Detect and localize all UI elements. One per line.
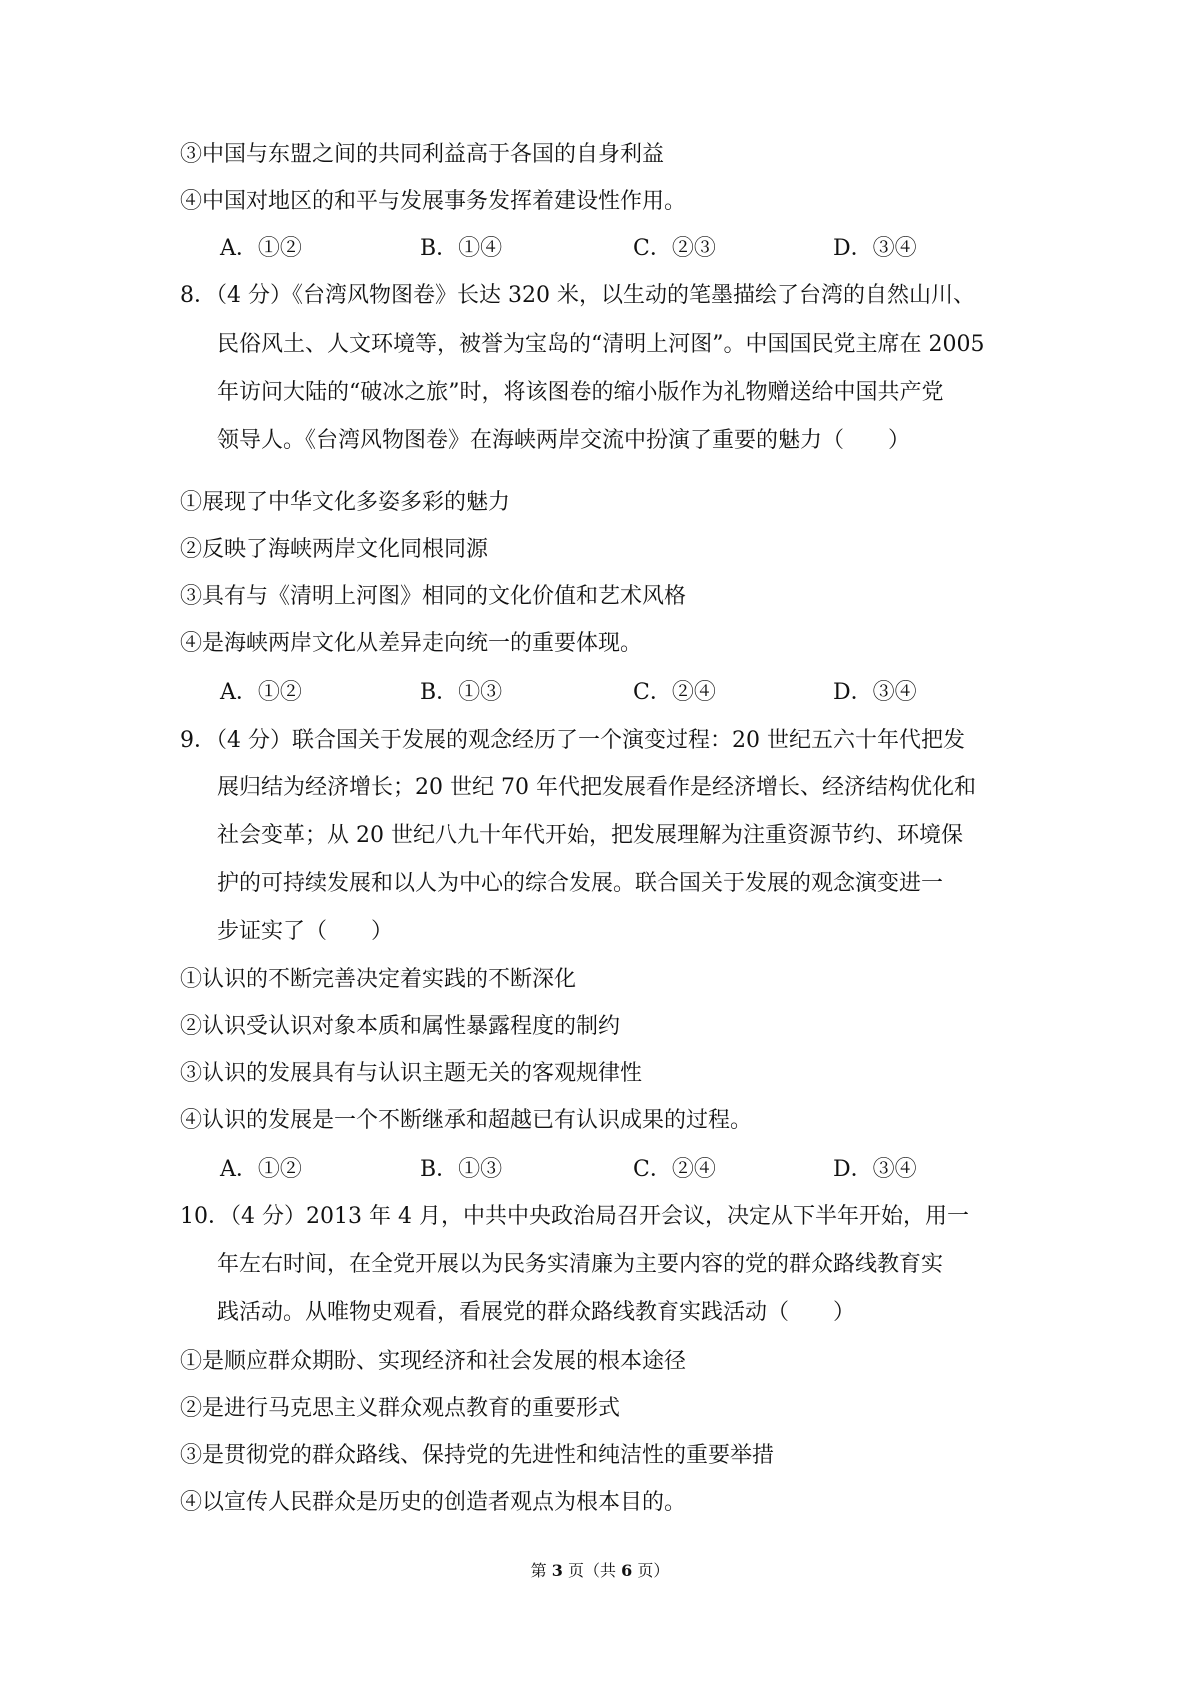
q9-stem-line-3: 社会变革；从 20 世纪八九十年代开始，把发展理解为注重资源节约、环境保 [217,823,963,848]
q9-options [220,1155,1020,1185]
q8-option-d: D．③④ [833,680,917,705]
q7-item-3: ③中国与东盟之间的共同利益高于各国的自身利益 [180,142,665,167]
q9-option-b: B．①③ [420,1157,503,1182]
q8-item-3: ③具有与《清明上河图》相同的文化价值和艺术风格 [180,584,687,609]
q10-stem-line-3: 践活动。从唯物史观看，看展党的群众路线教育实践活动（ ） [217,1300,856,1325]
q9-item-1: ①认识的不断完善决定着实践的不断深化 [180,967,577,992]
q8-stem-line-1: 8．（4 分）《台湾风物图卷》长达 320 米，以生动的笔墨描绘了台湾的自然山川、 [180,283,975,308]
q8-option-a: A．①② [220,680,302,705]
q10-item-2: ②是进行马克思主义群众观点教育的重要形式 [180,1396,621,1421]
q8-item-1: ①展现了中华文化多姿多彩的魅力 [180,490,511,515]
q8-option-c: C．②④ [633,680,716,705]
q10-stem-line-2: 年左右时间，在全党开展以为民务实清廉为主要内容的党的群众路线教育实 [217,1252,944,1277]
q9-item-3: ③认识的发展具有与认识主题无关的客观规律性 [180,1061,643,1086]
q8-item-4: ④是海峡两岸文化从差异走向统一的重要体现。 [180,631,643,656]
q9-option-c: C．②④ [633,1157,716,1182]
q9-option-d: D．③④ [833,1157,917,1182]
q8-stem-line-4: 领导人。《台湾风物图卷》在海峡两岸交流中扮演了重要的魅力（ ） [217,428,911,453]
q8-stem-line-2: 民俗风土、人文环境等，被誉为宝岛的“清明上河图”。中国国民党主席在 2005 [217,332,985,357]
footer-suffix: 页） [637,1561,670,1580]
page-footer [0,1560,1200,1582]
q9-stem-line-4: 护的可持续发展和以人为中心的综合发展。联合国关于发展的观念演变进一 [217,871,944,896]
q9-stem-line-5: 步证实了（ ） [217,919,394,944]
q9-option-a: A．①② [220,1157,302,1182]
q10-item-1: ①是顺应群众期盼、实现经济和社会发展的根本途径 [180,1349,687,1374]
footer-middle: 页（共 [567,1561,616,1580]
q7-option-b: B．①④ [420,236,503,261]
q9-item-4: ④认识的发展是一个不断继承和超越已有认识成果的过程。 [180,1108,753,1133]
q7-option-d: D．③④ [833,236,917,261]
q7-options [220,234,1020,264]
q7-item-4: ④中国对地区的和平与发展事务发挥着建设性作用。 [180,189,687,214]
footer-page-number: 3 [551,1561,563,1580]
q8-options [220,678,1020,708]
q7-option-c: C．②③ [633,236,716,261]
q9-stem-line-1: 9．（4 分）联合国关于发展的观念经历了一个演变过程：20 世纪五六十年代把发 [180,728,965,753]
footer-total-pages: 6 [621,1561,633,1580]
q8-option-b: B．①③ [420,680,503,705]
footer-prefix: 第 [530,1561,547,1580]
q10-item-3: ③是贯彻党的群众路线、保持党的先进性和纯洁性的重要举措 [180,1443,775,1468]
q10-item-4: ④以宣传人民群众是历史的创造者观点为根本目的。 [180,1490,687,1515]
q10-stem-line-1: 10．（4 分）2013 年 4 月，中共中央政治局召开会议，决定从下半年开始，用一 [180,1204,969,1229]
q9-item-2: ②认识受认识对象本质和属性暴露程度的制约 [180,1014,621,1039]
q8-item-2: ②反映了海峡两岸文化同根同源 [180,537,489,562]
q8-stem-line-3: 年访问大陆的“破冰之旅”时，将该图卷的缩小版作为礼物赠送给中国共产党 [217,380,944,405]
q7-option-a: A．①② [220,236,302,261]
q9-stem-line-2: 展归结为经济增长；20 世纪 70 年代把发展看作是经济增长、经济结构优化和 [217,775,976,800]
